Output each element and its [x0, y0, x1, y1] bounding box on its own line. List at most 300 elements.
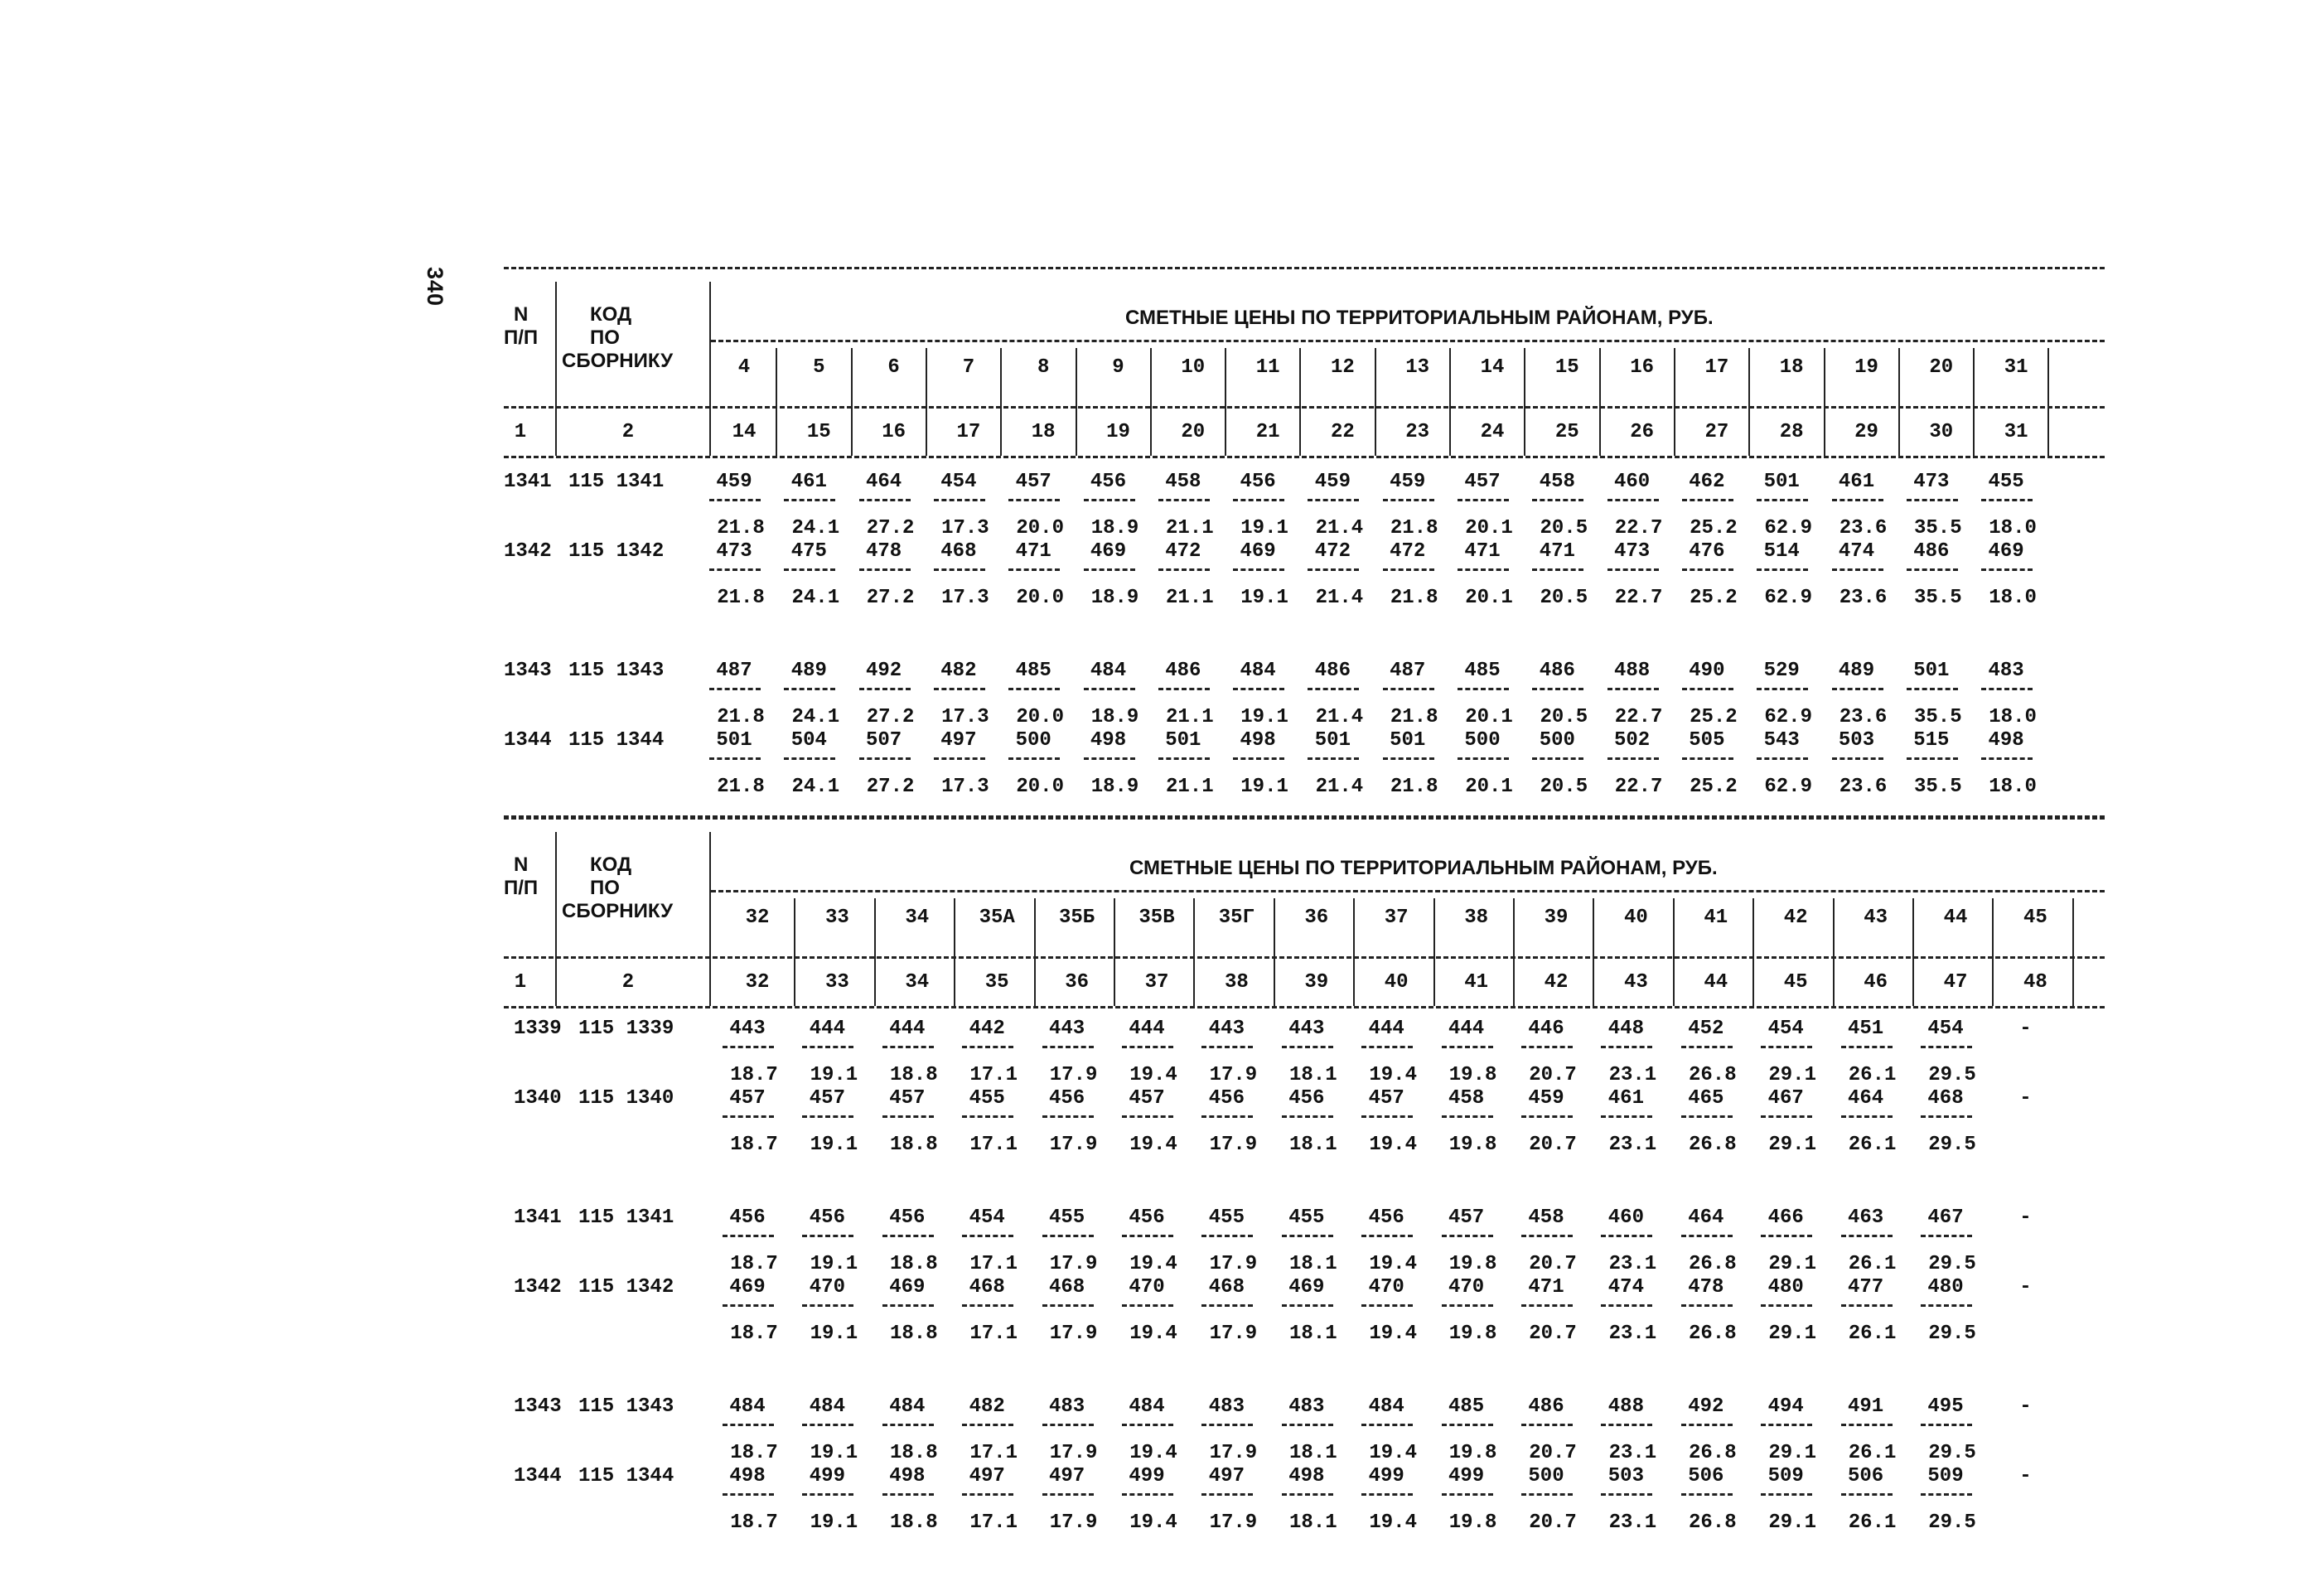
fraction-bar — [1084, 499, 1135, 501]
title-rule — [711, 340, 2105, 342]
fraction-bar — [882, 1046, 934, 1048]
row-code: 115 1343 — [568, 660, 665, 682]
fraction-bar — [1361, 1115, 1413, 1118]
column-number: 29 — [1854, 421, 1878, 443]
fraction-bar — [1442, 1304, 1493, 1307]
fraction-bar — [1921, 1424, 1972, 1426]
price-value: 456 — [1368, 1207, 1404, 1229]
price-value: 503 — [1838, 729, 1875, 752]
table-title: СМЕТНЫЕ ЦЕНЫ ПО ТЕРРИТОРИАЛЬНЫМ РАЙОНАМ, РУБ. — [1129, 857, 1718, 879]
price-value: 497 — [969, 1465, 1005, 1487]
fraction-bar — [1233, 757, 1284, 760]
region-header: 42 — [1783, 907, 1808, 929]
labor-value: 18.8 — [889, 1064, 938, 1086]
region-header: 37 — [1384, 907, 1409, 929]
price-value: 500 — [1015, 729, 1051, 752]
fraction-bar — [1458, 568, 1509, 571]
fraction-bar — [709, 568, 761, 571]
labor-value: 19.8 — [1448, 1064, 1497, 1086]
labor-value: 20.5 — [1540, 776, 1588, 798]
fraction-bar — [1921, 1493, 1972, 1496]
region-header: 35В — [1138, 907, 1175, 929]
labor-value: 18.7 — [730, 1064, 778, 1086]
price-value: 468 — [969, 1276, 1005, 1299]
price-value: 469 — [1988, 540, 2024, 563]
fraction-bar — [1158, 688, 1210, 690]
price-value: 485 — [1464, 660, 1501, 682]
fraction-bar — [1042, 1115, 1094, 1118]
fraction-bar — [1442, 1115, 1493, 1118]
price-value: 486 — [1314, 660, 1351, 682]
column-number: 47 — [1943, 971, 1968, 994]
region-header: 20 — [1929, 356, 1954, 379]
labor-value: 19.8 — [1448, 1253, 1497, 1275]
labor-value: 62.9 — [1764, 587, 1812, 609]
fraction-bar — [1682, 688, 1733, 690]
price-value: 452 — [1688, 1018, 1724, 1040]
price-value: 482 — [940, 660, 977, 682]
price-value: - — [2019, 1018, 2032, 1040]
column-number: 1 — [514, 971, 527, 994]
labor-value: 29.5 — [1928, 1253, 1976, 1275]
row-number: 1342 — [504, 540, 552, 563]
price-value: 455 — [1048, 1207, 1085, 1229]
region-header: 16 — [1630, 356, 1654, 379]
column-number: 46 — [1864, 971, 1888, 994]
labor-value: 17.9 — [1209, 1064, 1258, 1086]
region-header: 5 — [813, 356, 825, 379]
labor-value: 21.8 — [717, 517, 765, 539]
region-column-rule — [1353, 898, 1355, 1006]
labor-value: 27.2 — [866, 587, 915, 609]
price-value: 460 — [1607, 1207, 1644, 1229]
labor-value: 18.1 — [1288, 1323, 1337, 1345]
price-value: 489 — [1838, 660, 1875, 682]
fraction-bar — [1832, 499, 1883, 501]
labor-value: 19.4 — [1129, 1064, 1177, 1086]
fraction-bar — [1458, 757, 1509, 760]
fraction-bar — [1607, 499, 1659, 501]
price-value: 483 — [1048, 1395, 1085, 1418]
column-number: 17 — [956, 421, 981, 443]
fraction-bar — [784, 568, 835, 571]
fraction-bar — [1981, 499, 2033, 501]
fraction-bar — [1084, 688, 1135, 690]
column-number: 24 — [1480, 421, 1505, 443]
fraction-bar — [1361, 1304, 1413, 1307]
price-value: 472 — [1314, 540, 1351, 563]
labor-value: 18.8 — [889, 1323, 938, 1345]
price-value: 505 — [1689, 729, 1725, 752]
price-value: 514 — [1763, 540, 1800, 563]
fraction-bar — [1681, 1046, 1733, 1048]
labor-value: 19.8 — [1448, 1323, 1497, 1345]
price-value: 457 — [1129, 1087, 1165, 1110]
region-column-rule — [1752, 898, 1754, 1006]
fraction-bar — [784, 757, 835, 760]
price-value: 473 — [1613, 540, 1651, 563]
fraction-bar — [882, 1235, 934, 1237]
price-value: 448 — [1607, 1018, 1644, 1040]
price-value: 469 — [889, 1276, 926, 1299]
fraction-bar — [1981, 568, 2033, 571]
title-rule — [711, 890, 2105, 892]
region-column-rule — [954, 898, 955, 1006]
price-value: 492 — [1688, 1395, 1724, 1418]
fraction-bar — [1442, 1493, 1493, 1496]
column-number: 20 — [1181, 421, 1206, 443]
fraction-bar — [1921, 1046, 1972, 1048]
labor-value: 25.2 — [1690, 706, 1738, 728]
labor-value: 17.3 — [941, 776, 989, 798]
fraction-bar — [723, 1424, 774, 1426]
labor-value: 62.9 — [1764, 517, 1812, 539]
fraction-bar — [934, 688, 985, 690]
fraction-bar — [1532, 757, 1583, 760]
price-value: 498 — [1288, 1465, 1325, 1487]
labor-value: 18.9 — [1090, 587, 1139, 609]
fraction-bar — [1841, 1235, 1893, 1237]
column-number: 36 — [1065, 971, 1089, 994]
region-header: 36 — [1304, 907, 1329, 929]
price-value: 470 — [1129, 1276, 1165, 1299]
price-value: 459 — [1528, 1087, 1564, 1110]
labor-value: 23.1 — [1608, 1064, 1657, 1086]
labor-value: 20.5 — [1540, 706, 1588, 728]
price-value: 529 — [1763, 660, 1800, 682]
price-value: 469 — [1288, 1276, 1325, 1299]
column-number: 32 — [745, 971, 770, 994]
labor-value: 19.4 — [1369, 1064, 1417, 1086]
price-value: 468 — [1208, 1276, 1245, 1299]
labor-value: 29.5 — [1928, 1064, 1976, 1086]
fraction-bar — [1921, 1115, 1972, 1118]
labor-value: 17.1 — [969, 1064, 1018, 1086]
price-value: 495 — [1927, 1395, 1964, 1418]
price-value: - — [2019, 1276, 2032, 1299]
price-value: 457 — [1448, 1207, 1485, 1229]
price-value: 499 — [1448, 1465, 1485, 1487]
price-value: 497 — [1048, 1465, 1085, 1487]
region-column-rule — [1034, 898, 1036, 1006]
column-number: 27 — [1704, 421, 1729, 443]
fraction-bar — [962, 1424, 1013, 1426]
row-number: 1340 — [514, 1087, 562, 1110]
price-value: 484 — [889, 1395, 926, 1418]
labor-value: 19.4 — [1129, 1253, 1177, 1275]
fraction-bar — [882, 1115, 934, 1118]
price-value: 475 — [790, 540, 827, 563]
price-value: 502 — [1613, 729, 1651, 752]
price-value: 501 — [1314, 729, 1351, 752]
price-value: 458 — [1539, 471, 1575, 493]
price-value: 459 — [716, 471, 752, 493]
fraction-bar — [1681, 1235, 1733, 1237]
price-value: 444 — [809, 1018, 845, 1040]
labor-value: 62.9 — [1764, 706, 1812, 728]
fraction-bar — [962, 1493, 1013, 1496]
labor-value: 19.1 — [810, 1442, 858, 1464]
fraction-bar — [1757, 688, 1808, 690]
fraction-bar — [1907, 688, 1958, 690]
fraction-bar — [1761, 1115, 1812, 1118]
row-code: 115 1339 — [578, 1018, 674, 1040]
region-header: 35А — [979, 907, 1015, 929]
price-value: 463 — [1847, 1207, 1884, 1229]
labor-value: 20.7 — [1529, 1253, 1577, 1275]
labor-value: 22.7 — [1614, 587, 1663, 609]
fraction-bar — [1282, 1493, 1333, 1496]
fraction-bar — [1282, 1424, 1333, 1426]
fraction-bar — [962, 1046, 1013, 1048]
labor-value: 17.9 — [1049, 1323, 1098, 1345]
labor-value: 18.8 — [889, 1442, 938, 1464]
code-header-line2: ПО — [590, 326, 620, 349]
column-number: 15 — [806, 421, 831, 443]
column-number: 21 — [1255, 421, 1280, 443]
price-value: 471 — [1015, 540, 1051, 563]
labor-value: 29.5 — [1928, 1442, 1976, 1464]
column-number: 31 — [2004, 421, 2028, 443]
labor-value: 20.0 — [1016, 706, 1064, 728]
fraction-bar — [1361, 1493, 1413, 1496]
labor-value: 21.1 — [1165, 776, 1214, 798]
fraction-bar — [802, 1235, 853, 1237]
column-number: 43 — [1623, 971, 1648, 994]
labor-value: 26.1 — [1848, 1511, 1897, 1534]
column-number: 44 — [1704, 971, 1728, 994]
labor-value: 18.7 — [730, 1253, 778, 1275]
labor-value: 19.4 — [1369, 1442, 1417, 1464]
row-number: 1343 — [514, 1395, 562, 1418]
row-code: 115 1341 — [568, 471, 665, 493]
labor-value: 21.4 — [1315, 776, 1364, 798]
fraction-bar — [1042, 1046, 1094, 1048]
labor-value: 23.6 — [1839, 587, 1888, 609]
fraction-bar — [1233, 568, 1284, 571]
labor-value: 18.7 — [730, 1134, 778, 1156]
price-value: 461 — [790, 471, 827, 493]
price-value: 460 — [1613, 471, 1651, 493]
price-value: 461 — [1838, 471, 1875, 493]
labor-value: 26.8 — [1688, 1511, 1737, 1534]
labor-value: 18.1 — [1288, 1134, 1337, 1156]
labor-value: 17.9 — [1209, 1442, 1258, 1464]
labor-value: 29.1 — [1768, 1323, 1816, 1345]
price-value: 488 — [1613, 660, 1651, 682]
row-code: 115 1341 — [578, 1207, 674, 1229]
fraction-bar — [1757, 568, 1808, 571]
labor-value: 17.9 — [1209, 1323, 1258, 1345]
price-value: 500 — [1464, 729, 1501, 752]
price-value: 497 — [1208, 1465, 1245, 1487]
fraction-bar — [723, 1235, 774, 1237]
fraction-bar — [859, 688, 911, 690]
labor-value: 26.8 — [1688, 1323, 1737, 1345]
labor-value: 19.1 — [1240, 587, 1288, 609]
region-column-rule — [1114, 898, 1115, 1006]
region-header: 14 — [1480, 356, 1505, 379]
labor-value: 20.7 — [1529, 1323, 1577, 1345]
fraction-bar — [1681, 1493, 1733, 1496]
price-value: 455 — [1988, 471, 2024, 493]
labor-value: 35.5 — [1913, 776, 1962, 798]
labor-value: 62.9 — [1764, 776, 1812, 798]
fraction-bar — [1008, 688, 1060, 690]
fraction-bar — [709, 499, 761, 501]
region-header: 7 — [962, 356, 975, 379]
labor-value: 24.1 — [791, 706, 840, 728]
fraction-bar — [784, 688, 835, 690]
labor-value: 22.7 — [1614, 517, 1663, 539]
region-column-rule — [1274, 898, 1275, 1006]
price-value: 498 — [729, 1465, 766, 1487]
fraction-bar — [1383, 757, 1434, 760]
fraction-bar — [859, 568, 911, 571]
fraction-bar — [1757, 757, 1808, 760]
labor-value: 25.2 — [1690, 587, 1738, 609]
fraction-bar — [1761, 1046, 1812, 1048]
price-value: 457 — [809, 1087, 845, 1110]
labor-value: 25.2 — [1690, 517, 1738, 539]
price-value: 484 — [1368, 1395, 1404, 1418]
price-value: 456 — [1208, 1087, 1245, 1110]
price-value: 483 — [1208, 1395, 1245, 1418]
fraction-bar — [1841, 1304, 1893, 1307]
fraction-bar — [1532, 499, 1583, 501]
price-value: 446 — [1528, 1018, 1564, 1040]
fraction-bar — [859, 499, 911, 501]
labor-value: 22.7 — [1614, 776, 1663, 798]
price-value: 444 — [1448, 1018, 1485, 1040]
price-value: 478 — [865, 540, 902, 563]
labor-value: 26.8 — [1688, 1442, 1737, 1464]
region-header: 38 — [1464, 907, 1488, 929]
price-value: 458 — [1528, 1207, 1564, 1229]
region-column-rule — [1833, 898, 1835, 1006]
labor-value: 21.8 — [1390, 776, 1438, 798]
price-value: 501 — [1763, 471, 1800, 493]
price-value: 467 — [1927, 1207, 1964, 1229]
fraction-bar — [1841, 1493, 1893, 1496]
region-column-rule — [794, 898, 795, 1006]
price-value: - — [2019, 1395, 2032, 1418]
price-value: 443 — [729, 1018, 766, 1040]
fraction-bar — [1607, 688, 1659, 690]
price-value: - — [2019, 1465, 2032, 1487]
labor-value: 19.1 — [810, 1253, 858, 1275]
labor-value: 20.5 — [1540, 517, 1588, 539]
fraction-bar — [1201, 1046, 1253, 1048]
column-number: 26 — [1630, 421, 1654, 443]
labor-value: 18.8 — [889, 1134, 938, 1156]
fraction-bar — [1122, 1424, 1173, 1426]
price-value: 456 — [889, 1207, 926, 1229]
fraction-bar — [1761, 1235, 1812, 1237]
labor-value: 26.8 — [1688, 1134, 1737, 1156]
fraction-bar — [1122, 1115, 1173, 1118]
labor-value: 17.3 — [941, 587, 989, 609]
labor-value: 17.1 — [969, 1511, 1018, 1534]
fraction-bar — [934, 499, 985, 501]
page-number: 340 — [423, 267, 447, 307]
price-value: 468 — [1927, 1087, 1964, 1110]
labor-value: 20.0 — [1016, 517, 1064, 539]
labor-value: 17.1 — [969, 1442, 1018, 1464]
labor-value: 17.9 — [1209, 1253, 1258, 1275]
price-value: 506 — [1688, 1465, 1724, 1487]
price-value: 501 — [1390, 729, 1426, 752]
fraction-bar — [1042, 1235, 1094, 1237]
labor-value: 24.1 — [791, 776, 840, 798]
price-value: 443 — [1288, 1018, 1325, 1040]
fraction-bar — [1532, 688, 1583, 690]
price-value: 459 — [1314, 471, 1351, 493]
column-number: 38 — [1224, 971, 1249, 994]
fraction-bar — [882, 1304, 934, 1307]
price-value: 456 — [1240, 471, 1276, 493]
price-value: 497 — [940, 729, 977, 752]
price-value: 476 — [1689, 540, 1725, 563]
price-value: 459 — [1390, 471, 1426, 493]
labor-value: 19.8 — [1448, 1442, 1497, 1464]
row-code: 115 1340 — [578, 1087, 674, 1110]
fraction-bar — [1122, 1493, 1173, 1496]
price-value: 455 — [969, 1087, 1005, 1110]
fraction-bar — [1442, 1046, 1493, 1048]
fraction-bar — [1832, 757, 1883, 760]
column-number: 22 — [1330, 421, 1355, 443]
region-column-rule — [874, 898, 876, 1006]
labor-value: 22.7 — [1614, 706, 1663, 728]
code-column-rule — [709, 832, 711, 1006]
region-header: 41 — [1704, 907, 1728, 929]
price-value: 480 — [1767, 1276, 1804, 1299]
region-header: 18 — [1779, 356, 1804, 379]
fraction-bar — [1601, 1115, 1652, 1118]
np-header-line1: N — [514, 854, 529, 876]
region-column-rule — [1193, 898, 1195, 1006]
fraction-bar — [1308, 688, 1359, 690]
np-header-line2: П/П — [504, 877, 539, 899]
fraction-bar — [1832, 568, 1883, 571]
fraction-bar — [802, 1115, 853, 1118]
labor-value: 19.4 — [1129, 1323, 1177, 1345]
price-value: 509 — [1927, 1465, 1964, 1487]
header-bottom-rule — [504, 1006, 2105, 1008]
fraction-bar — [1308, 499, 1359, 501]
price-value: 454 — [1767, 1018, 1804, 1040]
price-value: 467 — [1767, 1087, 1804, 1110]
fraction-bar — [1682, 757, 1733, 760]
price-value: 503 — [1607, 1465, 1644, 1487]
fraction-bar — [709, 688, 761, 690]
region-header: 40 — [1623, 907, 1648, 929]
header-sub-rule — [504, 956, 2105, 959]
fraction-bar — [1158, 499, 1210, 501]
region-column-rule — [2072, 898, 2074, 1006]
region-header: 15 — [1554, 356, 1579, 379]
labor-value: 18.8 — [889, 1511, 938, 1534]
row-number: 1341 — [514, 1207, 562, 1229]
region-header: 35Г — [1218, 907, 1255, 929]
fraction-bar — [1201, 1115, 1253, 1118]
price-value: 489 — [790, 660, 827, 682]
region-header: 13 — [1405, 356, 1430, 379]
price-value: - — [2019, 1087, 2032, 1110]
price-value: 457 — [729, 1087, 766, 1110]
labor-value: 23.1 — [1608, 1253, 1657, 1275]
